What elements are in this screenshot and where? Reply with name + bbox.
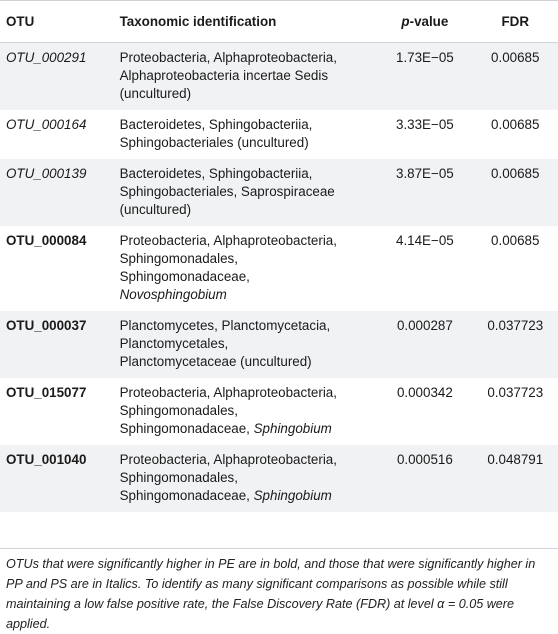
taxonomy-line: Sphingomonadaceae, [119, 269, 250, 284]
otu-id: OTU_015077 [6, 385, 87, 400]
otu-id: OTU_000164 [6, 117, 87, 132]
taxonomy-line: Bacteroidetes, Sphingobacteriia, [119, 117, 313, 132]
taxonomy-line: (uncultured) [119, 86, 192, 101]
otu-id: OTU_001040 [6, 452, 87, 467]
table-row [0, 378, 558, 445]
p-value: 0.000516 [396, 452, 453, 467]
taxonomic-identification [108, 159, 378, 226]
taxonomy-line: Proteobacteria, Alphaproteobacteria, [119, 385, 337, 400]
p-value: 1.73E−05 [396, 50, 454, 65]
header-p-prefix: p [401, 13, 410, 29]
taxonomic-identification [108, 445, 378, 512]
taxonomy-line: Proteobacteria, Alphaproteobacteria, [119, 452, 337, 467]
taxonomy-line: Planctomycetes, Planctomycetacia, [119, 318, 331, 333]
otu-id: OTU_000139 [6, 166, 87, 181]
taxonomy-line: Bacteroidetes, Sphingobacteriia, [119, 166, 313, 181]
header-p-value [377, 1, 472, 43]
fdr-value: 0.037723 [487, 385, 544, 400]
table-row [0, 226, 558, 311]
fdr-value: 0.048791 [487, 452, 544, 467]
genus-name: Novosphingobium [119, 287, 227, 302]
taxonomic-identification [108, 43, 378, 111]
header-otu: OTU [0, 1, 108, 43]
taxonomy-line: Sphingomonadales, [119, 403, 238, 418]
header-row [0, 1, 558, 43]
fdr-value: 0.00685 [491, 50, 540, 65]
table-row [0, 110, 558, 159]
taxonomy-line: Proteobacteria, Alphaproteobacteria, [119, 233, 337, 248]
taxonomy-line: Proteobacteria, Alphaproteobacteria, [119, 50, 337, 65]
table-row [0, 311, 558, 378]
p-value: 0.000287 [396, 318, 453, 333]
header-p-suffix: -value [409, 13, 449, 29]
header-taxonomy: Taxonomic identification [108, 1, 378, 43]
taxonomic-identification [108, 378, 378, 445]
table-row [0, 43, 558, 111]
taxonomy-line: Sphingomonadales, [119, 470, 238, 485]
fdr-value: 0.00685 [491, 233, 540, 248]
fdr-value: 0.037723 [487, 318, 544, 333]
fdr-value: 0.00685 [491, 166, 540, 181]
p-value: 4.14E−05 [396, 233, 454, 248]
header-fdr: FDR [473, 1, 558, 43]
taxonomy-line: Sphingomonadaceae, [119, 488, 250, 503]
taxonomy-line: Planctomycetales, [119, 336, 229, 351]
table-footnote: OTUs that were significantly higher in PE are in bold, and those that were significantly higher in PP and PS are in Italics. To identify as many significant comparisons as possible while still maintaining a low false positive rate, the False Discovery Rate (FDR) at level α = 0.05 were applied. [0, 548, 558, 632]
otu-id: OTU_000037 [6, 318, 87, 333]
taxonomy-line: Planctomycetaceae (uncultured) [119, 354, 312, 369]
taxonomic-identification [108, 311, 378, 378]
fdr-value: 0.00685 [491, 117, 540, 132]
table-row [0, 445, 558, 512]
taxonomy-line: Sphingobacteriales, Saprospiraceae [119, 184, 335, 199]
taxonomy-line: Sphingomonadales, [119, 251, 238, 266]
p-value: 0.000342 [396, 385, 453, 400]
p-value: 3.87E−05 [396, 166, 454, 181]
taxonomy-line: Alphaproteobacteria incertae Sedis [119, 68, 329, 83]
taxonomy-line: Sphingobacteriales (uncultured) [119, 135, 309, 150]
otu-id: OTU_000291 [6, 50, 87, 65]
taxonomic-identification [108, 110, 378, 159]
taxonomy-line: (uncultured) [119, 202, 192, 217]
taxonomy-line: Sphingomonadaceae, [119, 421, 250, 436]
genus-name: Sphingobium [253, 421, 332, 436]
p-value: 3.33E−05 [396, 117, 454, 132]
genus-name: Sphingobium [253, 488, 332, 503]
taxonomic-identification [108, 226, 378, 311]
table-row [0, 159, 558, 226]
otu-id: OTU_000084 [6, 233, 87, 248]
